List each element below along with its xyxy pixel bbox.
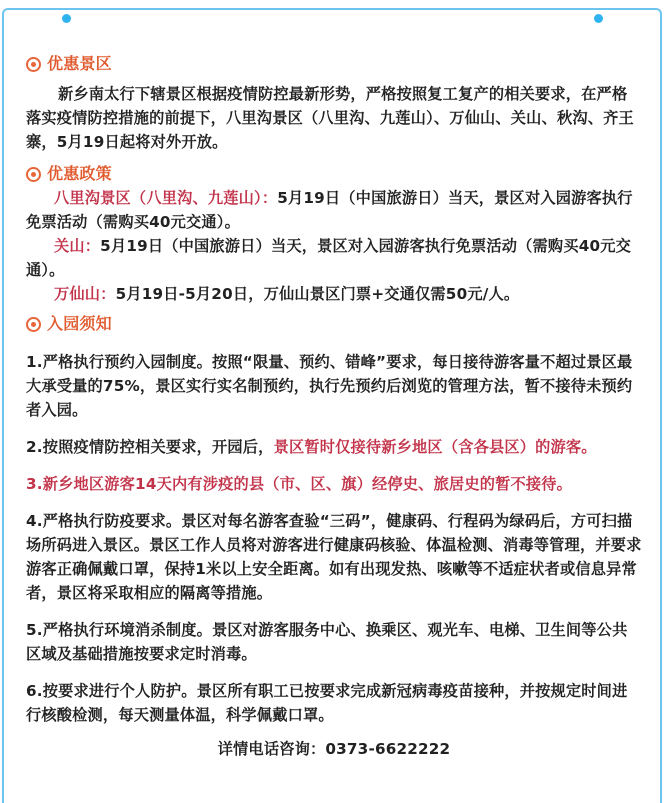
target-bullet-icon: [26, 57, 41, 72]
section-title-notice: 入园须知: [47, 314, 112, 333]
notice-item-6: 6.按要求进行个人防护。景区所有职工已按要求完成新冠病毒疫苗接种，并按规定时间进行核酸检测，每天测量体温，科学佩戴口罩。: [26, 682, 628, 724]
target-bullet-icon: [26, 167, 41, 182]
notice-item-2-prefix: 2.按照疫情防控相关要求，开园后，: [26, 438, 274, 456]
policy-name-baligou: 八里沟景区（八里沟、九莲山）：: [54, 189, 278, 207]
contact-phone: 详情电话咨询：0373-6622222: [217, 740, 451, 758]
notice-item-2-highlight: 景区暂时仅接待新乡地区（含各县区）的游客。: [273, 438, 597, 456]
notice-item-4: 4.严格执行防疫要求。景区对每名游客查验“三码”，健康码、行程码为绿码后，方可扫描场所码进入景区。景区工作人员将对游客进行健康码核验、体温检测、消毒等管理，并要求游客正确佩戴口罩，保持1米以上安全距离。如有出现发热、咳嗽等不适症状者或信息异常者，景区将采取相应的隔离等措施。: [26, 512, 642, 602]
policy-text-baligou: 5月19日（中国旅游日）当天，景区对入园游客执行免票活动（需购买40元交通）。: [26, 189, 633, 231]
policy-item-baligou: [26, 186, 642, 234]
section-heading-notice: [26, 312, 642, 336]
policy-text-guanshan: 5月19日（中国旅游日）当天，景区对入园游客执行免票活动（需购买40元交通）。: [26, 237, 632, 279]
policy-text-wanxianshan: 5月19日-5月20日，万仙山景区门票+交通仅需50元/人。: [115, 285, 520, 303]
notice-item-3: 3.新乡地区游客14天内有涉疫的县（市、区、旗）经停史、旅居史的暂不接待。: [26, 475, 573, 493]
notice-item-2: [26, 435, 642, 459]
policy-item-guanshan: [26, 234, 642, 282]
frame-dot-left: [62, 14, 71, 23]
policy-name-wanxianshan: 万仙山：: [54, 285, 116, 303]
scenic-paragraph: 新乡南太行下辖景区根据疫情防控最新形势，严格按照复工复产的相关要求，在严格落实疫情防控措施的前提下，八里沟景区（八里沟、九莲山）、万仙山、关山、秋沟、齐王寨，5月19日起将对外开放。: [26, 85, 634, 151]
frame-dot-right: [594, 14, 603, 23]
section-title-policy: 优惠政策: [47, 164, 112, 183]
notice-item-1: 1.严格执行预约入园制度。按照“限量、预约、错峰”要求，每日接待游客量不超过景区最大承受量的75%，景区实行实名制预约，执行先预约后浏览的管理方法，暂不接待未预约者入园。: [26, 353, 633, 419]
policy-item-wanxianshan: [26, 282, 642, 306]
section-heading-policy: [26, 162, 642, 186]
article-body: [26, 52, 642, 761]
section-heading-scenic: [26, 52, 642, 76]
policy-name-guanshan: 关山：: [54, 237, 101, 255]
notice-item-5: 5.严格执行环境消杀制度。景区对游客服务中心、换乘区、观光车、电梯、卫生间等公共区域及基础措施按要求定时消毒。: [26, 621, 628, 663]
section-title-scenic: 优惠景区: [47, 54, 112, 73]
target-bullet-icon: [26, 317, 41, 332]
